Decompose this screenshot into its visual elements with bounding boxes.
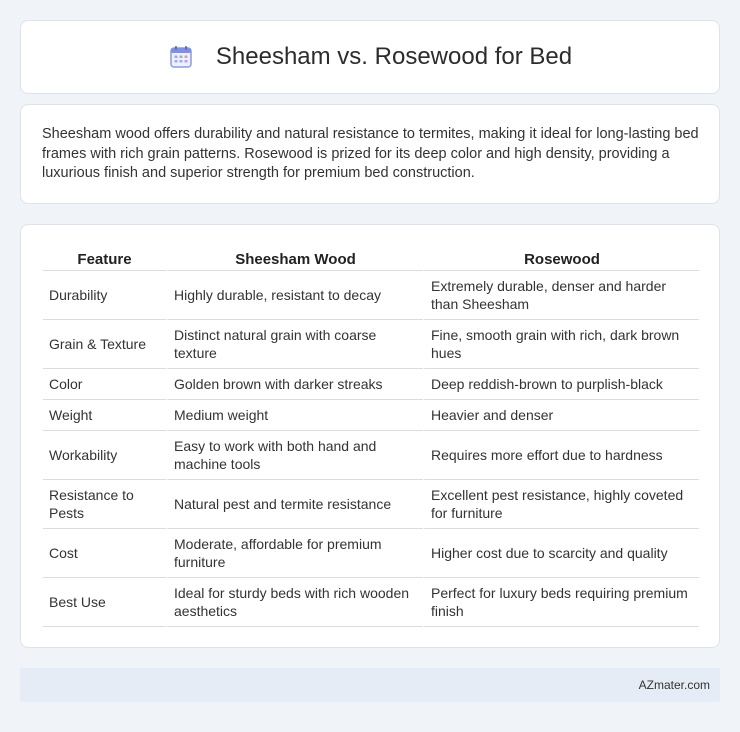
title-wrap <box>168 43 572 71</box>
cell-rosewood: Extremely durable, denser and harder than Sheesham <box>423 271 699 320</box>
cell-sheesham: Medium weight <box>166 400 423 431</box>
title-card <box>20 20 720 94</box>
cell-feature: Workability <box>43 431 166 480</box>
cell-rosewood: Heavier and denser <box>423 400 699 431</box>
table-row <box>43 271 699 320</box>
cell-rosewood: Fine, smooth grain with rich, dark brown hues <box>423 320 699 369</box>
table-row <box>43 320 699 369</box>
table-row <box>43 431 699 480</box>
cell-sheesham: Easy to work with both hand and machine tools <box>166 431 423 480</box>
cell-sheesham: Highly durable, resistant to decay <box>166 271 423 320</box>
table-row <box>43 369 699 400</box>
table-row <box>43 578 699 627</box>
cell-sheesham: Ideal for sturdy beds with rich wooden aesthetics <box>166 578 423 627</box>
comparison-table <box>43 245 699 627</box>
cell-rosewood: Deep reddish-brown to purplish-black <box>423 369 699 400</box>
cell-sheesham: Moderate, affordable for premium furniture <box>166 529 423 578</box>
cell-rosewood: Requires more effort due to hardness <box>423 431 699 480</box>
cell-rosewood: Perfect for luxury beds requiring premium finish <box>423 578 699 627</box>
cell-feature: Durability <box>43 271 166 320</box>
description-text: Sheesham wood offers durability and natural resistance to termites, making it ideal for long-lasting bed frames with rich grain patterns. Rosewood is prized for its deep color and high density, providing a luxurious finish and superior strength for premium bed construction. <box>42 126 699 181</box>
table-row <box>43 400 699 431</box>
cell-feature: Best Use <box>43 578 166 627</box>
cell-sheesham: Distinct natural grain with coarse texture <box>166 320 423 369</box>
cell-rosewood: Excellent pest resistance, highly coveted for furniture <box>423 480 699 529</box>
description-card <box>20 104 720 204</box>
table-row <box>43 529 699 578</box>
header-rosewood: Rosewood <box>423 245 699 271</box>
footer-site-link[interactable]: AZmater.com <box>638 678 710 692</box>
calendar-icon <box>168 44 194 70</box>
cell-sheesham: Natural pest and termite resistance <box>166 480 423 529</box>
comparison-table-card <box>20 224 720 648</box>
cell-feature: Weight <box>43 400 166 431</box>
table-header-row <box>43 245 699 271</box>
footer <box>20 668 720 702</box>
cell-rosewood: Higher cost due to scarcity and quality <box>423 529 699 578</box>
header-sheesham: Sheesham Wood <box>166 245 423 271</box>
header-feature: Feature <box>43 245 166 271</box>
cell-feature: Color <box>43 369 166 400</box>
cell-feature: Resistance to Pests <box>43 480 166 529</box>
page-title: Sheesham vs. Rosewood for Bed <box>215 43 573 70</box>
cell-feature: Grain & Texture <box>43 320 166 369</box>
cell-feature: Cost <box>43 529 166 578</box>
cell-sheesham: Golden brown with darker streaks <box>166 369 423 400</box>
table-row <box>43 480 699 529</box>
